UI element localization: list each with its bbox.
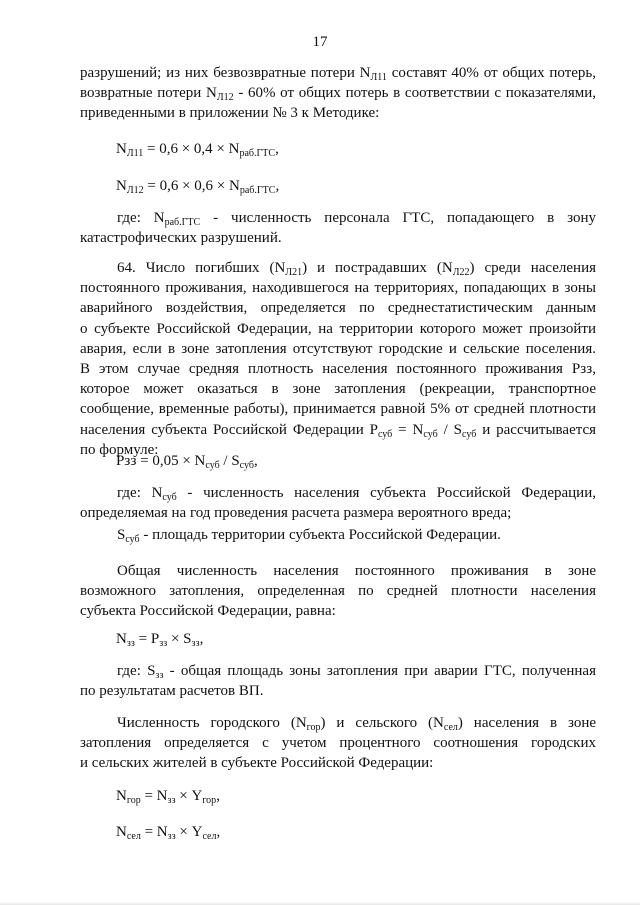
text-line: авария, если в зоне затопления отсутствуют городские и сельские поселения. xyxy=(80,340,596,357)
formula-nzz: $N_{зз} = Р_{зз} \times S_{зз}$, xyxy=(116,631,204,649)
text-line: где: $S_{зз}$ - общая площадь зоны затопления при аварии ГТС, полученная xyxy=(117,663,596,681)
text-line: Численность городского $(N_{гор})$ и сельского $(N_{сел})$ населения в зоне xyxy=(117,715,597,733)
formula-nsel: $N_{сел} = N_{зз} \times Y_{сел}$, xyxy=(116,824,221,842)
text-line: субъекта Российской Федерации, равна: xyxy=(80,603,336,620)
paragraph-64 xyxy=(80,258,596,460)
text-line: населения субъекта Российской Федерации $Р_{суб} = N_{суб} / S_{суб}$ и рассчитывается xyxy=(80,421,597,440)
text-line: где: $N_{суб}$ - численность населения субъекта Российской Федерации, xyxy=(117,485,596,503)
text-line: определяемая на год проведения расчета размера вероятного вреда; xyxy=(80,505,512,522)
text-line: о субъекте Российской Федерации, на территории которого может произойти xyxy=(80,320,596,337)
page-number: 17 xyxy=(312,34,328,50)
formula-pzz: Рзз = $0,05 \times N_{суб} / S_{суб}$, xyxy=(116,453,258,471)
definition-nsub xyxy=(80,483,596,523)
paragraph-total-population xyxy=(80,561,596,622)
text-line: возможного затопления, определенная по средней плотности населения xyxy=(80,583,596,600)
paragraph-urban-rural xyxy=(80,713,596,774)
text-line: аварийного воздействия, определяется по среднестатистическим данным xyxy=(80,300,596,317)
definition-szz xyxy=(80,661,596,701)
text-line: постоянного проживания, находившегося на территориях, попадающих в зоны xyxy=(80,280,596,297)
text-line: возвратные потери $N_{Л12} - 60\%$ от общих потерь в соответствии с показателями, xyxy=(80,85,596,104)
text-line: по формуле: xyxy=(80,441,159,458)
text-line: сообщение, временные работы), принимается равной 5% от средней плотности xyxy=(80,401,596,418)
text-line: по результатам расчетов ВП. xyxy=(80,683,264,700)
definition-ssub xyxy=(80,525,596,545)
formula-nl11: $N_{Л11} = 0,6 \times 0,4 \times N_{раб.ГТС}$, xyxy=(116,141,279,159)
text-line: затопления определяется с учетом процентного соотношения городских xyxy=(80,735,596,752)
text-line: 64. Число погибших $(N_{Л21})$ и пострадавших $(N_{Л22})$ среди населения xyxy=(117,260,596,278)
text-line: которое может оказаться в зоне затопления (рекреации, транспортное xyxy=(80,381,596,398)
text-line: катастрофических разрушений. xyxy=(80,230,282,247)
text-line: где: $N_{раб.ГТС}$ - численность персонала ГТС, попадающего в зону xyxy=(117,210,596,228)
text-line: $S_{суб}$ - площадь территории субъекта Российской Федерации. xyxy=(117,527,501,545)
text-line: В этом случае средняя плотность населения постоянного проживания Рзз, xyxy=(80,361,596,378)
formula-nl12: $N_{Л12} = 0,6 \times 0,6 \times N_{раб.ГТС}$, xyxy=(116,178,280,196)
formula-ngor: $N_{гор} = N_{зз} \times Y_{гор}$, xyxy=(116,788,220,806)
text-line: разрушений; из них безвозвратные потери $N_{Л11}$ составят 40% от общих потерь, xyxy=(80,65,597,83)
text-line: и сельских жителей в субъекте Российской Федерации: xyxy=(80,755,434,772)
text-line: приведенными в приложении № 3 к Методике: xyxy=(80,105,380,122)
text-line: Общая численность населения постоянного проживания в зоне xyxy=(117,563,596,579)
paragraph-losses xyxy=(80,63,596,124)
definition-staff xyxy=(80,208,596,248)
